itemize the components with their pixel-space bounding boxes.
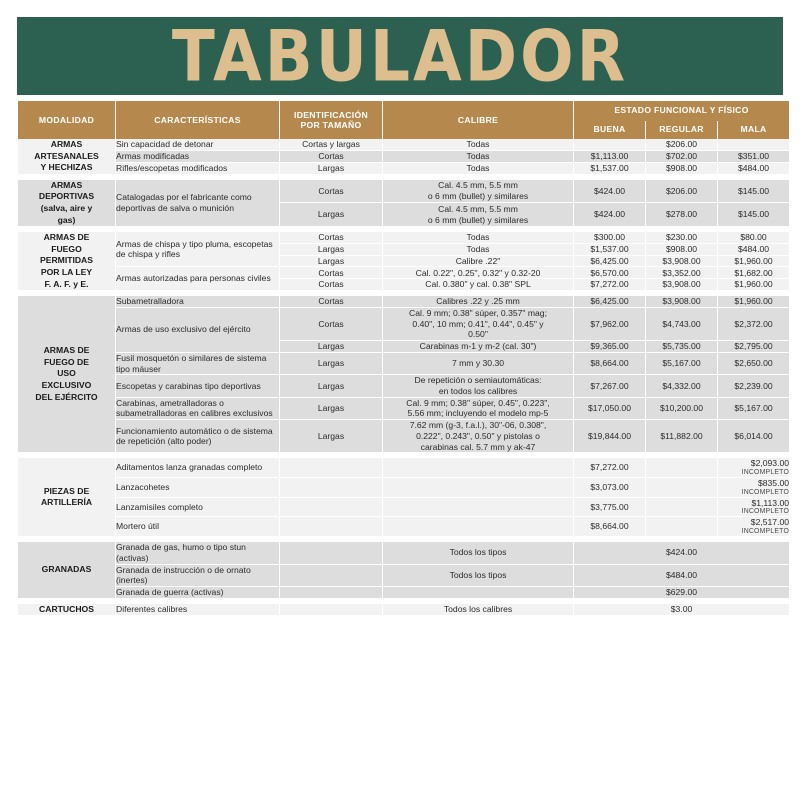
cell-mala: $5,167.00 (718, 397, 789, 419)
modality-line: ARMAS (50, 179, 83, 190)
cell-buena: $424.00 (574, 180, 645, 203)
cell-calibre (383, 202, 573, 226)
calibre-line: o 6 mm (bullet) y similares (427, 214, 529, 225)
calibre-line: 7.62 mm (g-3, f.a.l.), 30"-06, 0.308", (409, 420, 547, 431)
cell-caracteristicas: Carabinas, ametralladoras o subametralladoras en calibres exclusivos (116, 397, 279, 419)
table-row (18, 516, 789, 536)
modality-cartuchos (18, 604, 115, 616)
modality-armas-permitidas (18, 232, 115, 290)
cell-identificacion: Largas (280, 419, 382, 452)
cell-mala-amount: $2,517.00 (750, 517, 790, 528)
header-identificacion-line2: POR TAMAÑO (300, 120, 362, 130)
cell-calibre (383, 516, 573, 536)
cell-calibre: Todos los tipos (383, 542, 573, 563)
cell-mala (718, 516, 789, 536)
modality-line: ARMAS (50, 139, 83, 149)
cell-mala: $1,960.00 (718, 296, 789, 307)
cell-caracteristicas: Diferentes calibres (116, 604, 279, 616)
calibre-line: Cal. 9 mm; 0.38" súper, 0.45", 0.223", (406, 397, 550, 408)
cell-mala: $1,960.00 (718, 278, 789, 290)
cell-mala: $2,372.00 (718, 307, 789, 340)
cell-identificacion: Cortas (280, 278, 382, 290)
cell-identificacion (280, 564, 382, 586)
cell-identificacion: Cortas (280, 296, 382, 307)
cell-mala (718, 477, 789, 497)
cell-buena: $6,425.00 (574, 296, 645, 307)
cell-mala (718, 497, 789, 517)
cell-calibre: Calibre .22" (383, 255, 573, 267)
cell-caracteristicas: Granada de gas, humo o tipo stun (activas) (116, 542, 279, 563)
table-row (18, 374, 789, 396)
table-row (18, 296, 789, 307)
cell-caracteristicas: Subametralladora (116, 296, 279, 307)
calibre-line: Cal. 4.5 mm, 5.5 mm (438, 204, 518, 215)
cell-calibre (383, 307, 573, 340)
cell-calibre: Todas (383, 150, 573, 162)
cell-caracteristicas: Lanzamisiles completo (116, 497, 279, 517)
modality-piezas-artilleria (18, 458, 115, 536)
cell-buena: $3,073.00 (574, 477, 645, 497)
cell-buena: $3,775.00 (574, 497, 645, 517)
cell-identificacion: Largas (280, 397, 382, 419)
cell-buena: $1,113.00 (574, 150, 645, 162)
cell-calibre: Todas (383, 162, 573, 174)
cell-calibre (383, 586, 573, 598)
cell-regular: $10,200.00 (646, 397, 717, 419)
header-estado-funcional: ESTADO FUNCIONAL Y FÍSICO (574, 101, 789, 121)
modality-line: DEPORTIVAS (38, 191, 95, 202)
table-row (18, 180, 789, 203)
header-regular: REGULAR (646, 121, 717, 139)
cell-mala: $80.00 (718, 232, 789, 243)
title-banner (17, 17, 783, 95)
cell-mala-amount: $2,093.00 (750, 458, 790, 469)
header-mala: MALA (718, 121, 789, 139)
cell-regular: $3,908.00 (646, 296, 717, 307)
modality-line: PERMITIDAS (40, 255, 93, 266)
cell-calibre: Todas (383, 232, 573, 243)
modality-armas-artesanales (18, 139, 115, 174)
cell-calibre: Cal. 0.22", 0.25", 0.32" y 0.32-20 (383, 266, 573, 278)
modality-line: EXCLUSIVO (41, 380, 92, 391)
cell-identificacion (280, 516, 382, 536)
cell-regular (646, 516, 717, 536)
cell-precio: $3.00 (574, 604, 789, 616)
header-caracteristicas: CARACTERÍSTICAS (116, 101, 279, 139)
table-row (18, 564, 789, 586)
modality-line: USO (57, 368, 76, 379)
cell-buena: $424.00 (574, 202, 645, 226)
cell-calibre: Todos los calibres (383, 604, 573, 616)
cell-identificacion (280, 458, 382, 477)
cell-regular: $908.00 (646, 243, 717, 255)
cell-identificacion: Largas (280, 340, 382, 352)
modality-line: gas) (57, 214, 76, 225)
page-title: TABULADOR (171, 17, 629, 95)
modality-line: ARMAS DE (43, 232, 90, 243)
cell-identificacion: Cortas (280, 150, 382, 162)
cell-regular: $3,352.00 (646, 266, 717, 278)
cell-regular (646, 477, 717, 497)
cell-mala: $2,239.00 (718, 374, 789, 396)
cell-buena (574, 139, 645, 150)
modality-armas-exclusivo-ejercito (18, 296, 115, 452)
cell-mala: $484.00 (718, 243, 789, 255)
modality-line: CARTUCHOS (39, 603, 94, 614)
cell-caracteristicas: Catalogadas por el fabricante como deportivas de salva o munición (116, 180, 279, 226)
table-row (18, 586, 789, 598)
cell-mala: $484.00 (718, 162, 789, 174)
cell-regular: $4,332.00 (646, 374, 717, 396)
calibre-line: 0.50" (468, 329, 488, 340)
cell-mala-amount: $1,113.00 (751, 497, 790, 508)
cell-precio: $629.00 (574, 586, 789, 598)
cell-caracteristicas: Mortero útil (116, 516, 279, 536)
calibre-line: 5.56 mm; incluyendo el modelo mp-5 (407, 408, 549, 419)
header-identificacion-line1: IDENTIFICACIÓN (294, 109, 368, 120)
cell-regular: $206.00 (646, 180, 717, 203)
cell-mala-note: INCOMPLETO (741, 528, 790, 536)
cell-identificacion (280, 542, 382, 563)
calibre-line: Cal. 4.5 mm, 5.5 mm (438, 180, 518, 191)
cell-regular: $11,882.00 (646, 419, 717, 452)
modality-line: PIEZAS DE (43, 485, 90, 496)
cell-regular: $702.00 (646, 150, 717, 162)
table-row (18, 542, 789, 563)
calibre-line: o 6 mm (bullet) y similares (427, 191, 529, 202)
calibre-line: 0.40", 10 mm; 0.41", 0.44", 0.45" y (412, 318, 544, 329)
modality-line: FUEGO (51, 243, 82, 254)
cell-calibre: Todas (383, 243, 573, 255)
cell-buena: $8,664.00 (574, 516, 645, 536)
cell-mala-note: INCOMPLETO (741, 488, 790, 496)
cell-mala-note: INCOMPLETO (741, 469, 790, 477)
tabulador-table (17, 101, 790, 615)
cell-caracteristicas: Armas autorizadas para personas civiles (116, 266, 279, 290)
calibre-line: carabinas cal. 5.7 mm y ak-47 (420, 441, 536, 452)
cell-identificacion (280, 477, 382, 497)
cell-calibre (383, 497, 573, 517)
header-identificacion (280, 101, 382, 139)
cell-precio: $484.00 (574, 564, 789, 586)
cell-caracteristicas: Granada de instrucción o de ornato (inertes) (116, 564, 279, 586)
table-row (18, 150, 789, 162)
cell-mala: $1,682.00 (718, 266, 789, 278)
cell-buena: $300.00 (574, 232, 645, 243)
cell-regular: $3,908.00 (646, 278, 717, 290)
cell-buena: $1,537.00 (574, 243, 645, 255)
cell-identificacion (280, 586, 382, 598)
cell-identificacion: Largas (280, 162, 382, 174)
cell-identificacion: Cortas (280, 180, 382, 203)
cell-calibre (383, 374, 573, 396)
cell-caracteristicas: Rifles/escopetas modificados (116, 162, 279, 174)
cell-buena: $17,050.00 (574, 397, 645, 419)
modality-line: GRANADAS (41, 564, 92, 575)
cell-buena: $6,570.00 (574, 266, 645, 278)
cell-caracteristicas: Lanzacohetes (116, 477, 279, 497)
table-row (18, 497, 789, 517)
table-row (18, 162, 789, 174)
cell-mala-amount: $835.00 (757, 478, 790, 489)
calibre-line: Cal. 9 mm; 0.38" súper, 0.357" mag; (409, 307, 547, 318)
modality-line: DEL EJÉRCITO (35, 391, 98, 402)
cell-buena: $6,425.00 (574, 255, 645, 267)
cell-caracteristicas: Fusil mosquetón o similares de sistema tipo máuser (116, 352, 279, 374)
cell-buena: $7,272.00 (574, 458, 645, 477)
cell-calibre (383, 397, 573, 419)
calibre-line: 0.222", 0.243", 0.50" y pistolas o (416, 430, 540, 441)
cell-identificacion (280, 604, 382, 616)
table-row (18, 352, 789, 374)
modality-armas-deportivas (18, 180, 115, 226)
cell-identificacion: Largas (280, 255, 382, 267)
cell-calibre: Cal. 0.380" y cal. 0.38" SPL (383, 278, 573, 290)
table-row (18, 307, 789, 340)
modality-line: FUEGO DE (44, 356, 89, 367)
cell-calibre: Calibres .22 y .25 mm (383, 296, 573, 307)
modality-line: ARTESANALES (34, 150, 99, 161)
cell-calibre: Carabinas m-1 y m-2 (cal. 30") (383, 340, 573, 352)
cell-regular: $5,735.00 (646, 340, 717, 352)
cell-precio: $424.00 (574, 542, 789, 563)
cell-identificacion: Largas (280, 202, 382, 226)
cell-mala: $145.00 (718, 180, 789, 203)
cell-caracteristicas: Armas de uso exclusivo del ejército (116, 307, 279, 352)
calibre-line: De repetición o semiautomáticas: (414, 375, 542, 386)
cell-mala (718, 458, 789, 477)
table-body (18, 139, 789, 615)
cell-regular (646, 458, 717, 477)
cell-identificacion: Cortas y largas (280, 139, 382, 150)
cell-identificacion (280, 497, 382, 517)
table-row (18, 458, 789, 477)
cell-identificacion: Largas (280, 352, 382, 374)
cell-identificacion: Cortas (280, 307, 382, 340)
header-buena: BUENA (574, 121, 645, 139)
cell-caracteristicas: Aditamentos lanza granadas completo (116, 458, 279, 477)
cell-calibre: Todos los tipos (383, 564, 573, 586)
cell-calibre (383, 458, 573, 477)
cell-mala: $351.00 (718, 150, 789, 162)
cell-regular: $278.00 (646, 202, 717, 226)
cell-caracteristicas: Granada de guerra (activas) (116, 586, 279, 598)
modality-line: ARMAS DE (43, 345, 90, 356)
modality-line: ARTILLERÍA (40, 497, 93, 508)
cell-buena: $7,962.00 (574, 307, 645, 340)
cell-mala: $6,014.00 (718, 419, 789, 452)
cell-identificacion: Cortas (280, 266, 382, 278)
cell-regular: $4,743.00 (646, 307, 717, 340)
cell-identificacion: Largas (280, 374, 382, 396)
cell-caracteristicas: Armas de chispa y tipo pluma, escopetas de chispa y rifles (116, 232, 279, 266)
modality-line: POR LA LEY (40, 266, 93, 277)
cell-calibre: Todas (383, 139, 573, 150)
cell-mala: $145.00 (718, 202, 789, 226)
cell-regular: $908.00 (646, 162, 717, 174)
cell-calibre: 7 mm y 30.30 (383, 352, 573, 374)
cell-regular: $230.00 (646, 232, 717, 243)
cell-identificacion: Cortas (280, 232, 382, 243)
cell-mala: $2,650.00 (718, 352, 789, 374)
cell-calibre (383, 180, 573, 203)
cell-caracteristicas: Sin capacidad de detonar (116, 139, 279, 150)
cell-caracteristicas: Armas modificadas (116, 150, 279, 162)
table-row (18, 419, 789, 452)
cell-regular: $206.00 (646, 139, 717, 150)
cell-calibre (383, 477, 573, 497)
cell-mala (718, 139, 789, 150)
table-row (18, 232, 789, 243)
cell-caracteristicas: Funcionamiento automático o de sistema de repetición (alto poder) (116, 419, 279, 452)
header-calibre: CALIBRE (383, 101, 573, 139)
table-row (18, 477, 789, 497)
modality-granadas (18, 542, 115, 598)
header-modalidad: MODALIDAD (18, 101, 115, 139)
cell-buena: $1,537.00 (574, 162, 645, 174)
cell-buena: $7,267.00 (574, 374, 645, 396)
modality-line: F. A. F. y E. (44, 278, 89, 289)
cell-calibre (383, 419, 573, 452)
cell-identificacion: Largas (280, 243, 382, 255)
table-row (18, 266, 789, 278)
cell-buena: $19,844.00 (574, 419, 645, 452)
table-header (18, 101, 789, 139)
cell-buena: $9,365.00 (574, 340, 645, 352)
table-row (18, 604, 789, 616)
cell-regular: $3,908.00 (646, 255, 717, 267)
cell-mala-note: INCOMPLETO (741, 508, 790, 516)
cell-regular: $5,167.00 (646, 352, 717, 374)
calibre-line: en todos los calibres (438, 386, 518, 396)
cell-caracteristicas: Escopetas y carabinas tipo deportivas (116, 374, 279, 396)
modality-line: Y HECHIZAS (40, 162, 93, 173)
cell-buena: $8,664.00 (574, 352, 645, 374)
table-row (18, 139, 789, 150)
cell-buena: $7,272.00 (574, 278, 645, 290)
cell-mala: $1,960.00 (718, 255, 789, 267)
modality-line: (salva, aire y (40, 202, 93, 213)
cell-regular (646, 497, 717, 517)
table-row (18, 397, 789, 419)
cell-mala: $2,795.00 (718, 340, 789, 352)
